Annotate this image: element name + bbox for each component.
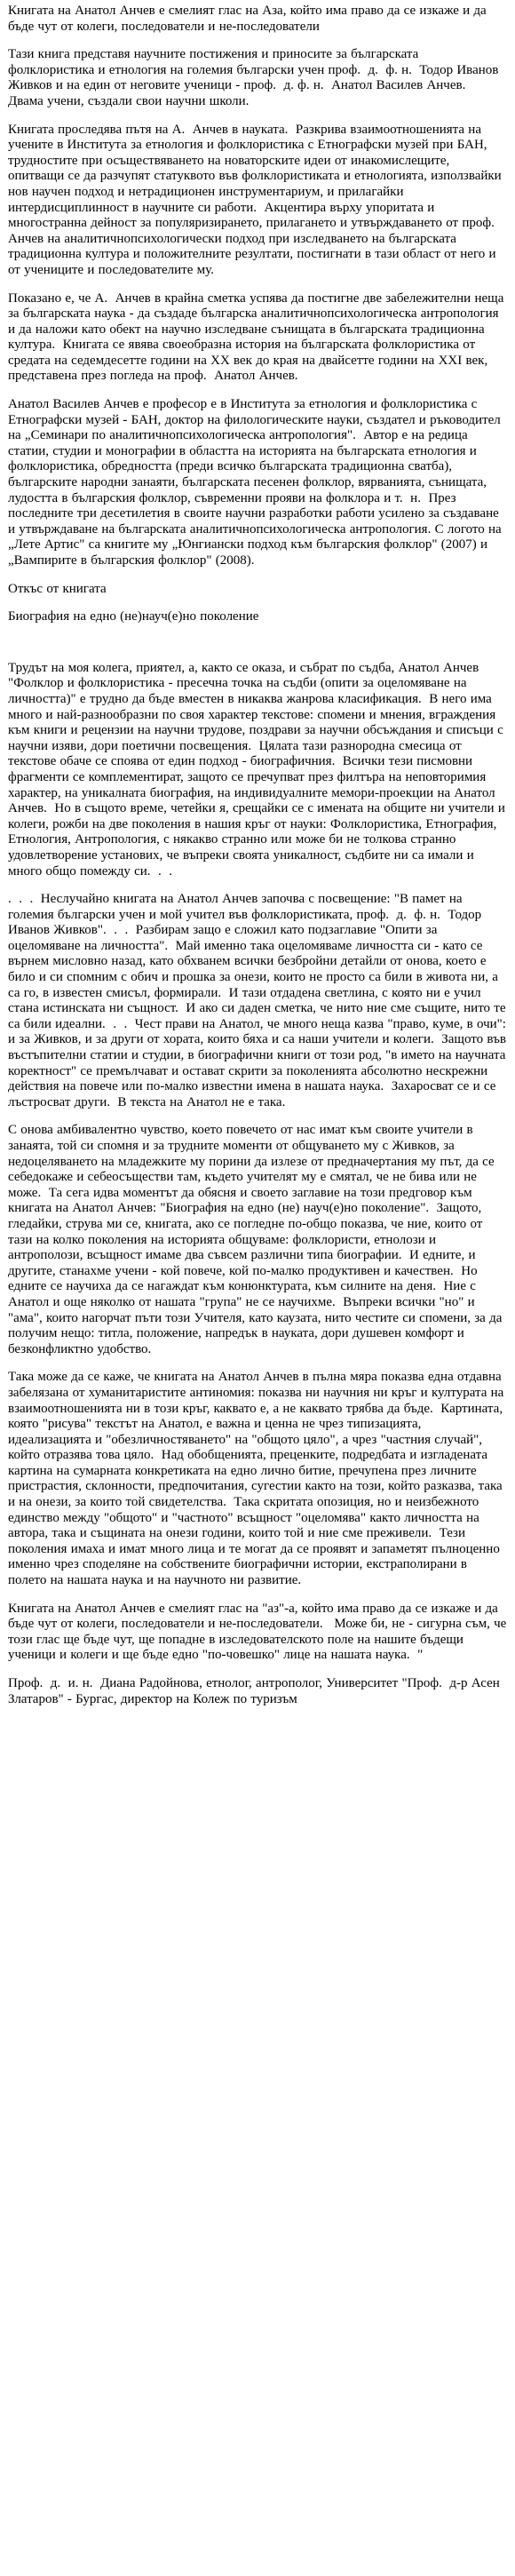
excerpt-label: Откъс от книгата xyxy=(8,581,107,596)
excerpt-paragraph-4: Така може да се каже, че книгата на Анатол Анчев в пълна мяра показва една отдавна забелязана от хуманитаристите антиномия: показва ни научния ни кръг и културата на взаимоотношенията ни в този кръг, каквато е, а не каквато трябва да бъде. Картината, която "рисува" текстът на Анатол, е важна и ценна не чрез типизацията, идеализацията и "обезличностяването" на "общото цяло", а чрез "частния случай", който отразява това цяло. Над обобщенията, преценките, подредбата и изгладената картина на сумарната конкретиката на едно лично битие, пречупена през личните пристрастия, склонности, предпочитания, сугестии както на този, който разказва, така и на онези, за които той свидетелства. Така скритата опозиция, но и неизбежното единство между "общото" и "частното" всъщност "оцеломява" както личността на автора, така и същината на онези години, които той и ние сме преживели. Тези поколения имаха и имат много лица и те могат да се проявят и запаметят пълноценно именно чрез споделяне на собствените биографични истории, екстраполирани в полето на нашата наука и на научното ни развитие. xyxy=(8,1370,508,1588)
authors-paragraph: Тази книга представя научните постижения и приносите за българската фолклористика и етнология на големия български учен проф. д. ф. н. Тодор Иванов Живков и на един от неговите ученици - проф. д. ф. н. Анатол Василев Анчев. Двама учени, създали свои научни школи. xyxy=(8,47,503,108)
book-overview-paragraph: Книгата проследява пътя на А. Анчев в науката. Разкрива взаимоотношенията на учените в Института за етнология и фолклористика с Етнографски музей при БАН, трудностите при осъществяването на новаторските идеи от инакомислещите, опитващи се да разчупят статуквото във фолклористиката и етнологията, използвайки нов научен подход и нетрадиционен инструментариум, и прилагайки интердисциплинност в научните си работи. Акцентира върху упоритата и многостранна дейност за популяризирането, прилагането и утвърждаването от проф. Анчев на аналитичнопсихологически подход при изследването на българската традиционна култура и положителните резултати, постигнати в тази област от него и от учениците и последователите му. xyxy=(8,122,505,277)
excerpt-paragraph-3: С онова амбивалентно чувство, което повечето от нас имат към своите учители в занаята, той си спомня и за трудните моменти от общуването му с Живков, за недоцеляването на младежките му порини да излезе от предначертания му път, да се себедокаже и себеосъществи там, където учителят му е смятал, че не бива или не може. Та сега идва моментът да обясня и своето заглавие на този предговор към книгата на Анатол Анчев: "Биография на едно (не) науч(е)но поколение". Защото, гледайки, струва ми се, книгата, ако се погледне по-общо показва, че ние, които от тази на колко поколения на историята общуваме: фолклористи, етнолози и антрополози, всъщност имаме два съвсем различни типа биографии. И едните, и другите, станахме учени - кой повече, кой по-малко продуктивен и качествен. Но едните се научиха да се нагаждат към конюнктурата, към силните на деня. Ние с Анатол и още няколко от нашата "група" не се научихме. Въпреки всички "но" и "ама", които нагорчат пъти този Учителя, като каузата, нито честите си спомени, за да получим нещо: титла, положение, напредък в науката, дори душевен комфорт и безконфликтно удобство. xyxy=(8,1123,506,1356)
excerpt-paragraph-5: Книгата на Анатол Анчев е смелият глас на "аз"-а, който има право да се изкаже и да бъде чут от колеги, последователи и не-последователи. Може би, не - сигурна съм, че този глас ще бъде чут, ще попадне в изследователското поле на нашите бъдещи ученици и колеги и ще бъде едно "по-човешко" лице на нашата наука. " xyxy=(8,1601,511,1663)
excerpt-paragraph-1: Трудът на моя колега, приятел, а, както се оказа, и събрат по съдба, Анатол Анчев "Фолклор и фолклористика - пресечна точка на съдби (опити за оцеломяване на личността)" е трудно да бъде вместен в никаква жанрова класификация. В него има много и най-разнообразни по своя характер текстове: спомени и мнения, вграждения към книги и рецензии на научни трудове, поздрави за научни обсъждания и списъци с научни изяви, дори поетични посвещения. Цялата тази разнородна смесица от текстове обаче се споява от един подход - биографичния. Всички тези писмовни фрагменти се комплементират, защото се пречупват през филтъра на неповторимия характер, на уникалната биография, на индивидуалните мемори-проекции на Анатол Анчев. Но в същото време, четейки я, срещайки се с имената на общите ни учители и колеги, рожби на две поколения в нашия кръг от науки: Фолклористика, Етнография, Етнология, Антропология, с някакво странно или може би не толкова странно удовлетворение установих, че въпреки своята уникалност, съдбите ни са имали и много общо помежду си. . . xyxy=(8,660,510,879)
section-title: Биография на едно (не)науч(е)но поколение xyxy=(8,609,259,624)
achievements-paragraph: Показано е, че А. Анчев в крайна сметка успява да постигне две забележителни неща за българската наука - да създаде българска аналитичнопсихологическа антропология и да наложи като обект на научно изследване сънищата в българската традиционна култура. Книгата се явява своеобразна история на българската фолклористика от средата на седемдесетте години на ХХ век до края на двайсетте години на ХХІ век, представена през погледа на проф. Анатол Анчев. xyxy=(8,290,508,384)
author-bio-paragraph: Анатол Василев Анчев е професор е в Института за етнология и фолклористика с Етнографски музей - БАН, доктор на филологическите науки, създател и ръководител на „Семинари по аналитичнопсихологическа антропология". Автор е на редица статии, студии и монографии в областта на историята на българската етнология и фолклористика, обредността (преди всичко българската традиционна сватба), българските народни занаяти, българската песенен фолклор, вярванията, сънищата, лудостта в българския фолклор, съвременни прояви на фолклора и т. н. През последните три десетилетия в своите научни разработки работи усилено за създаване и утвърждаване на българската аналитичнопсихологическа антропология. С логото на „Лете Артис" са книгите му „Юнгиански подход към българския фолклор" (2007) и „Вампирите в българския фолклор" (2008). xyxy=(8,397,505,568)
intro-paragraph: Книгата на Анатол Анчев е смелият глас на Аза, който има право да се изкаже и да бъде чут от колеги, последователи и не-последователи xyxy=(8,4,490,34)
excerpt-paragraph-2: . . . Неслучайно книгата на Анатол Анчев започва с посвещение: "В памет на големия български учен и мой учител във фолклористиката, проф. д. ф. н. Тодор Иванов Живков". . . Разбирам защо е сложил като подзаглавие "Опити за оцеломяване на личността". Май именно така оцеломяваме личността си - като се върнем мисловно назад, като обхванем всички безбройни детайли от онова, което е било и си спомним с обич и прошка за онези, които не просто са били в живота ни, а са го, в известен смисъл, формирали. И тази отдадена светлина, с която ни е учил стана истинската ни същност. И ако си даден сметка, че нито ние сме същите, нито те са били идеални. . . Чест прави на Анатол, че много неща казва "право, куме, в очи": и за Живков, и за други от хората, които бяха и са наши учители и колеги. Защото във въстъпителни статии и студии, в биографични книги от този род, "в името на научната коректност" се премълчават и остават скрити за поколенията абсолютно нескрежни действия на повече или по-малко известни имена в нашата наука. Захаросват се и се лъстросват други. В текста на Анатол не е така. xyxy=(8,892,511,1109)
signature: Проф. д. и. н. Диана Радойнова, етнолог, антрополог, Университет "Проф. д-р Асен Златаров" - Бургас, директор на Колеж по туризъм xyxy=(8,1676,504,1706)
